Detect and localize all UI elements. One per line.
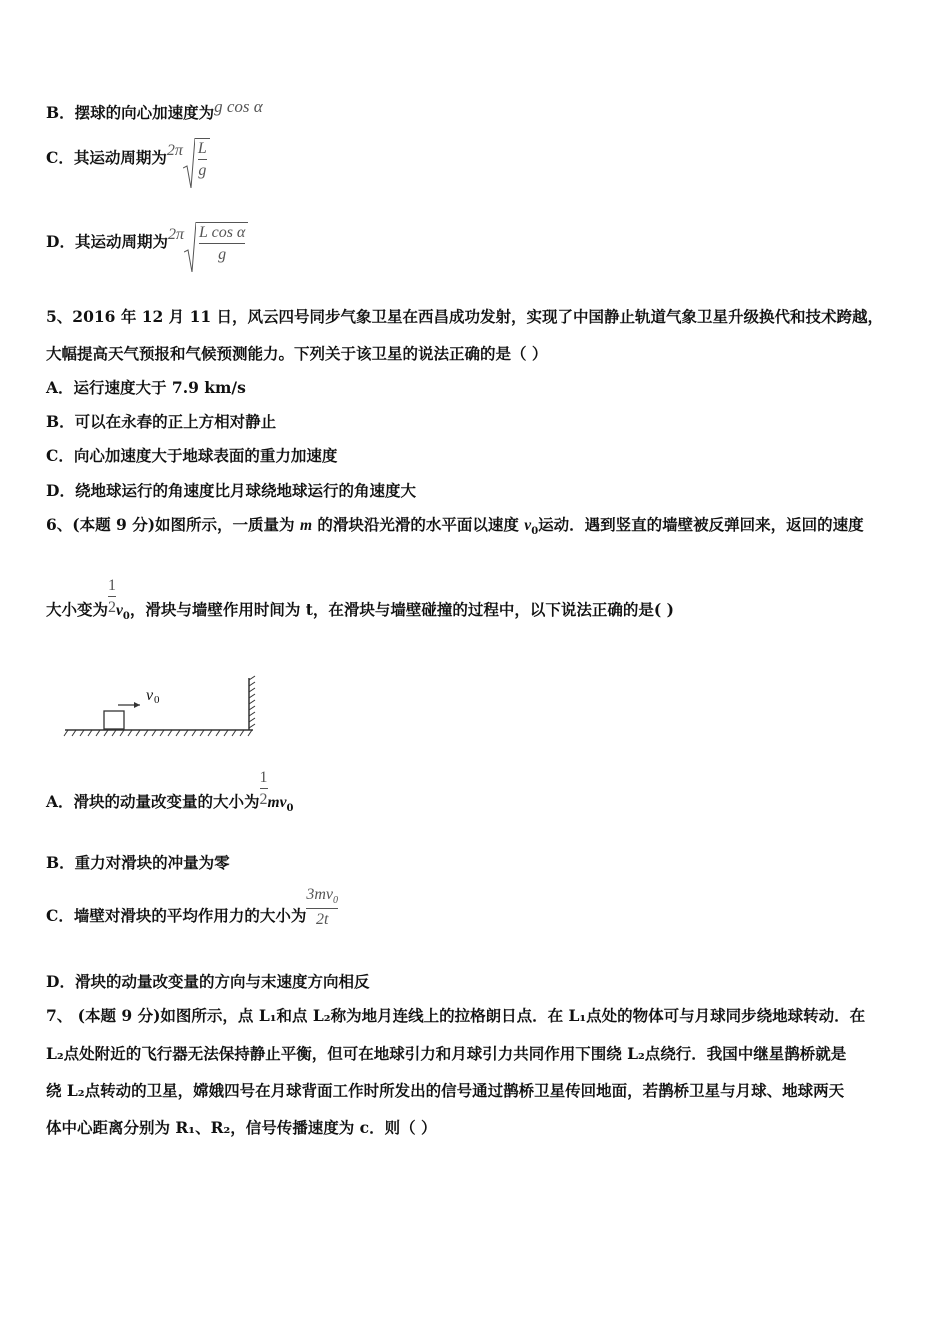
q6-stem-line2-text-a: 大小变为 xyxy=(46,599,109,619)
q6-half-den: 2 xyxy=(108,599,117,617)
q6-figure xyxy=(60,672,265,740)
q6-option-c-text: C．墙壁对滑块的平均作用力的大小为 xyxy=(46,906,307,926)
q4-option-d-num: L cos α xyxy=(198,224,246,241)
q6-line2-velocity-subscript: 0 xyxy=(122,610,130,622)
q6-option-a xyxy=(46,768,294,814)
q6-stem-text-b: 的滑块沿光滑的水平面以速度 xyxy=(312,515,525,534)
q6-half-fraction xyxy=(108,576,116,617)
q6-mass-symbol: m xyxy=(299,517,312,534)
q5-stem-line-2: 大幅提高天气预报和气候预测能力。下列关于该卫星的说法正确的是（ ） xyxy=(46,344,548,363)
q6-option-a-momentum: mv xyxy=(267,793,287,811)
q4-option-b-label: B． xyxy=(46,103,75,122)
q4-option-d-den: g xyxy=(218,246,227,264)
q6-option-c-fraction xyxy=(306,885,338,929)
q6-velocity-symbol: v xyxy=(524,517,532,534)
q4-option-d-label: D． xyxy=(46,232,75,252)
q6-option-c-den: 2t xyxy=(315,911,329,929)
q6-stem-text-a: 6、(本题 9 分)如图所示，一质量为 xyxy=(46,515,300,534)
q4-option-d xyxy=(46,222,248,264)
q5-option-c: C．向心加速度大于地球表面的重力加速度 xyxy=(46,446,338,465)
q6-velocity-subscript: 0 xyxy=(531,526,539,538)
wall-hatching xyxy=(249,676,255,728)
q6-stem-line2-text-b: ，滑块与墙壁作用时间为 t，在滑块与墙壁碰撞的过程中，以下说法正确的是( ) xyxy=(129,599,674,619)
q4-option-c-den: g xyxy=(198,162,207,180)
q6-stem-text-c: 运动．遇到竖直的墙壁被反弹回来，返回的速度 xyxy=(538,515,864,534)
q4-option-b-formula: g cos α xyxy=(214,97,263,116)
q6-option-a-text: A．滑块的动量改变量的大小为 xyxy=(46,791,260,811)
q6-stem-line-1 xyxy=(46,513,864,537)
q4-option-d-text: 其运动周期为 xyxy=(74,232,168,252)
ground-hatching xyxy=(64,730,252,736)
q6-stem-line-2 xyxy=(46,576,674,622)
slider-block xyxy=(104,711,124,729)
q7-stem-line-1: 7、 (本题 9 分)如图所示，点 L₁和点 L₂称为地月连线上的拉格朗日点．在 L₁点处的物体可与月球同步绕地球转动．在 xyxy=(46,1006,866,1025)
q4-option-c xyxy=(46,138,210,180)
q6-option-a-num: 1 xyxy=(259,769,268,786)
q4-option-c-num: L xyxy=(197,140,207,157)
figure-velocity-label: v xyxy=(146,687,154,704)
q7-stem-line-2: L₂点处附近的飞行器无法保持静止平衡，但可在地球引力和月球引力共同作用下围绕 L₂点绕行．我国中继星鹊桥就是 xyxy=(46,1044,847,1063)
q5-stem-line-1: 5、2016 年 12 月 11 日，风云四号同步气象卫星在西昌成功发射，实现了中国静止轨道气象卫星升级换代和技术跨越， xyxy=(46,307,884,326)
radical-sign-icon xyxy=(183,138,195,188)
q5-option-d: D．绕地球运行的角速度比月球绕地球运行的角速度大 xyxy=(46,481,416,500)
q6-half-num: 1 xyxy=(108,577,117,594)
q4-option-d-coef: 2π xyxy=(167,226,184,244)
q4-option-c-label: C． xyxy=(46,148,74,168)
q6-option-d: D．滑块的动量改变量的方向与末速度方向相反 xyxy=(46,972,370,991)
q6-option-b: B．重力对滑块的冲量为零 xyxy=(46,853,230,872)
radical-sign-icon xyxy=(184,222,196,272)
q6-option-a-den: 2 xyxy=(259,791,268,809)
q5-option-b: B．可以在永春的正上方相对静止 xyxy=(46,412,277,431)
q4-option-b xyxy=(46,97,263,123)
q6-line2-velocity: v xyxy=(116,601,123,619)
q4-option-d-sqrt xyxy=(184,222,248,264)
q6-option-c xyxy=(46,885,338,929)
q4-option-c-sqrt xyxy=(183,138,210,180)
q6-option-c-num: $3mv_0$ xyxy=(306,886,338,907)
q7-stem-line-3: 绕 L₂点转动的卫星，嫦娥四号在月球背面工作时所发出的信号通过鹊桥卫星传回地面，若鹊桥卫星与月球、地球两天 xyxy=(46,1081,845,1100)
q4-option-b-text: 摆球的向心加速度为 xyxy=(74,103,215,122)
arrow-head-icon xyxy=(134,702,140,708)
q5-option-a: A．运行速度大于 7.9 km/s xyxy=(46,378,246,397)
figure-velocity-subscript: 0 xyxy=(154,694,160,706)
q4-option-c-coef: 2π xyxy=(166,142,183,160)
q4-option-c-text: 其运动周期为 xyxy=(73,148,167,168)
q6-option-a-subscript: 0 xyxy=(286,802,294,814)
q6-option-a-fraction xyxy=(260,768,268,809)
q7-stem-line-4: 体中心距离分别为 R₁、R₂，信号传播速度为 c．则（ ） xyxy=(46,1118,437,1137)
